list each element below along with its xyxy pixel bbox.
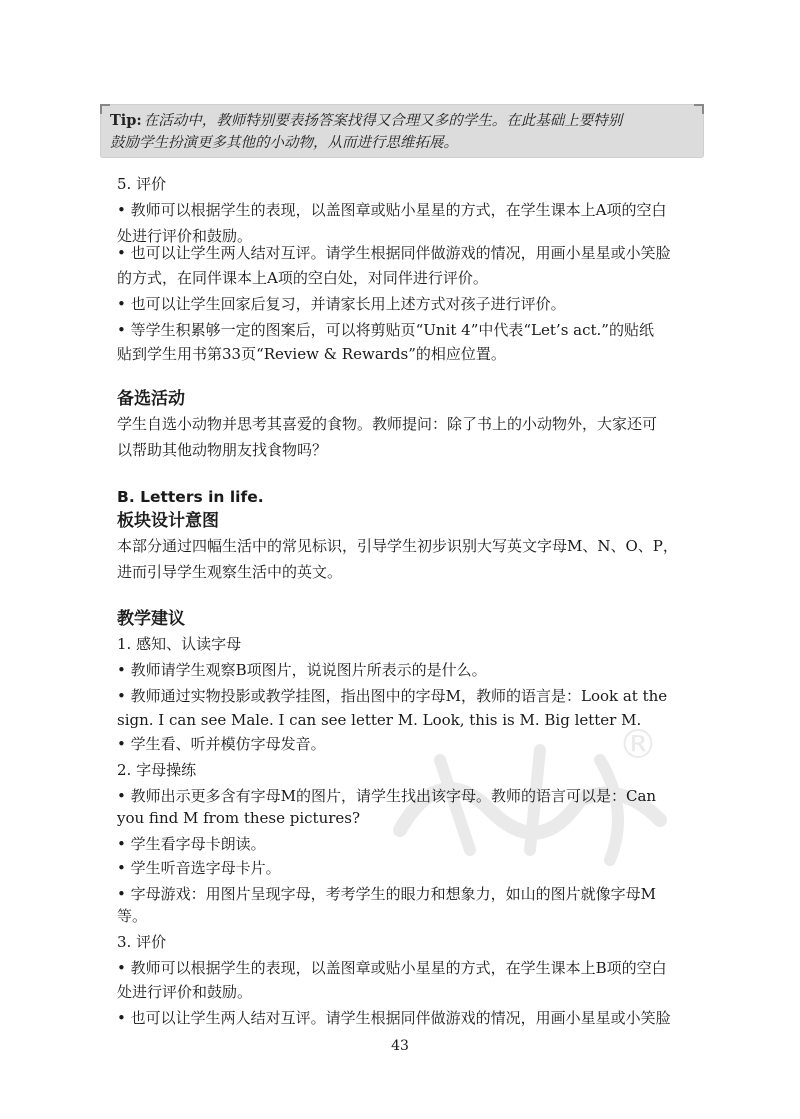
alt-activity-heading: 备选活动	[117, 389, 185, 409]
teaching-line: 1. 感知、认读字母	[117, 635, 242, 653]
eval-line: • 等学生积累够一定的图案后，可以将剪贴页“Unit 4”中代表“Let’s act.”的贴纸	[117, 321, 654, 339]
teaching-line: 处进行评价和鼓励。	[117, 983, 253, 1001]
tip-line-2: 鼓励学生扮演更多其他的小动物，从而进行思维拓展。	[110, 135, 458, 151]
eval-line: 的方式，在同伴课本上A项的空白处，对同伴进行评价。	[117, 269, 488, 287]
eval-line: 处进行评价和鼓励。	[117, 227, 253, 245]
teaching-line: • 字母游戏：用图片呈现字母，考考学生的眼力和想象力，如山的图片就像字母M	[117, 885, 656, 903]
tip-box	[100, 104, 704, 158]
alt-activity-line: 学生自选小动物并思考其喜爱的食物。教师提问：除了书上的小动物外，大家还可	[117, 415, 658, 433]
eval-line: • 也可以让学生回家后复习，并请家长用上述方式对孩子进行评价。	[117, 295, 566, 313]
teaching-line: • 教师可以根据学生的表现，以盖图章或贴小星星的方式，在学生课本上B项的空白	[117, 959, 667, 977]
eval-section-title: 5. 评价	[117, 175, 167, 193]
section-b-heading: B. Letters in life.	[117, 488, 264, 506]
teaching-line: 2. 字母操练	[117, 761, 197, 779]
eval-line: • 也可以让学生两人结对互评。请学生根据同伴做游戏的情况，用画小星星或小笑脸	[117, 244, 671, 262]
teaching-line: sign. I can see Male. I can see letter M. Look, this is M. Big letter M.	[117, 711, 642, 729]
page-number: 43	[391, 1038, 409, 1054]
teaching-line: • 学生听音选字母卡片。	[117, 859, 281, 877]
tip-text	[110, 110, 696, 154]
tip-label: Tip:	[110, 112, 142, 129]
teaching-line: you find M from these pictures?	[117, 809, 361, 827]
teaching-line: • 教师通过实物投影或教学挂图，指出图中的字母M，教师的语言是：Look at the	[117, 687, 668, 705]
design-intent-line: 进而引导学生观察生活中的英文。	[117, 563, 343, 581]
teaching-line: • 教师请学生观察B项图片，说说图片所表示的是什么。	[117, 661, 487, 679]
teaching-line: • 也可以让学生两人结对互评。请学生根据同伴做游戏的情况，用画小星星或小笑脸	[117, 1009, 671, 1027]
eval-line: 贴到学生用书第33页“Review & Rewards”的相应位置。	[117, 345, 506, 363]
teaching-line: • 学生看字母卡朗读。	[117, 835, 266, 853]
teaching-line: 3. 评价	[117, 933, 167, 951]
design-intent-heading: 板块设计意图	[117, 511, 219, 531]
teaching-line: • 教师出示更多含有字母M的图片，请学生找出该字母。教师的语言可以是：Can	[117, 787, 657, 805]
tip-line-1: 在活动中，教师特别要表扬答案找得又合理又多的学生。在此基础上要特别	[143, 113, 623, 129]
eval-line: • 教师可以根据学生的表现，以盖图章或贴小星星的方式，在学生课本上A项的空白	[117, 201, 667, 219]
teaching-heading: 教学建议	[117, 609, 185, 629]
tip-corner-left	[100, 104, 110, 114]
alt-activity-line: 以帮助其他动物朋友找食物吗？	[117, 441, 328, 459]
registered-mark: ®	[618, 722, 658, 768]
teaching-line: 等。	[117, 907, 148, 925]
design-intent-line: 本部分通过四幅生活中的常见标识，引导学生初步识别大写英文字母M、N、O、P，	[117, 537, 678, 555]
teaching-line: • 学生看、听并模仿字母发音。	[117, 735, 326, 753]
